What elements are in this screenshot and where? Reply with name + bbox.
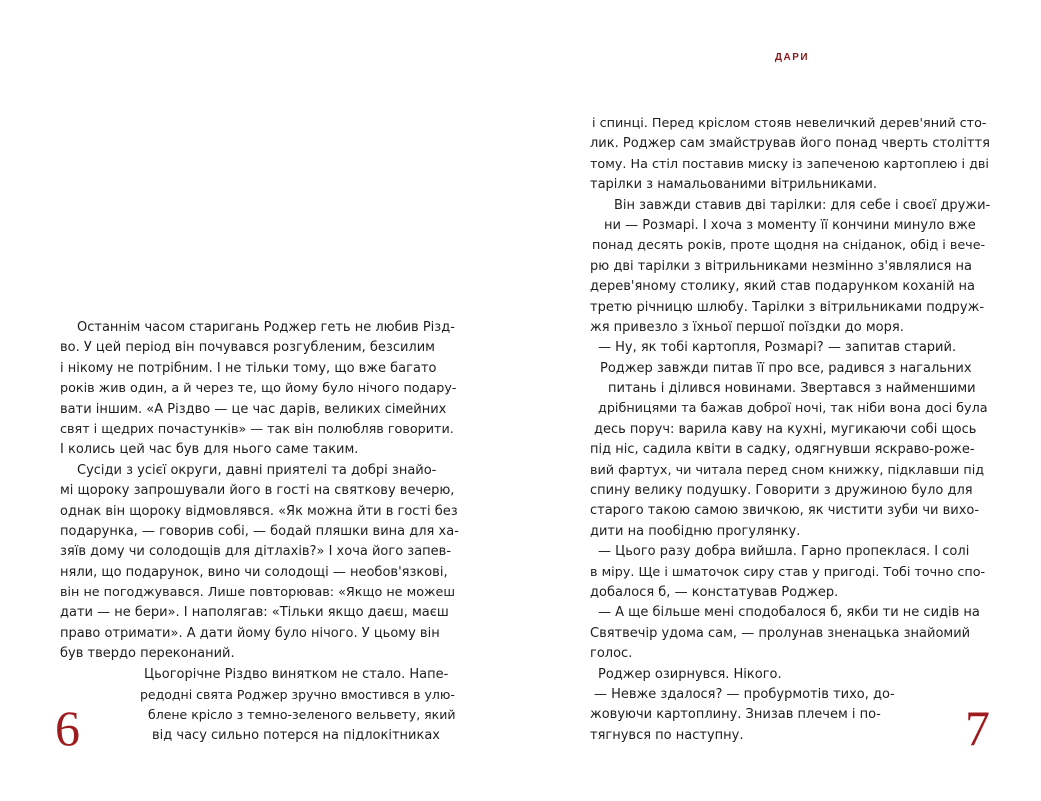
text-line: зяїв дому чи солодощів для дітлахів?» І хоча його запев- bbox=[60, 544, 452, 560]
text-line: дати — не бери». І наполягав: «Тільки якщо даєш, маєш bbox=[60, 605, 449, 621]
text-line: і спинці. Перед кріслом стояв невеличкий дерев'яний сто- bbox=[592, 116, 987, 131]
text-line: спину велику подушку. Говорити з дружиною було для bbox=[590, 483, 973, 499]
text-line: від часу сильно потерся на підлокітниках bbox=[152, 727, 440, 743]
text-line: жя привезло з їхньої першої поїздки до моря. bbox=[590, 319, 904, 335]
text-line: Сусіди з усієї округи, давні приятелі та добрі знайо- bbox=[77, 462, 437, 478]
text-line: подарунка, — говорив собі, — бодай пляшки вина для ха- bbox=[60, 523, 459, 539]
text-line: понад десять років, проте щодня на сніданок, обід і вече- bbox=[592, 238, 986, 254]
text-line: рю дві тарілки з вітрильниками незмінно з'являлися на bbox=[590, 258, 972, 274]
left-page-number: 6 bbox=[55, 700, 80, 756]
text-line: під ніс, садила квіти в садку, одягнувши яскраво-роже- bbox=[590, 442, 975, 458]
text-line: вий фартух, чи читала перед сном книжку, підклавши під bbox=[590, 462, 985, 478]
text-line: голос. bbox=[590, 646, 633, 662]
text-line: був твердо переконаний. bbox=[60, 646, 235, 662]
text-line: ни — Розмарі. І хоча з моменту її кончини минуло вже bbox=[604, 217, 976, 233]
right-page-text bbox=[590, 114, 990, 746]
text-line: в міру. Ще і шматочок сиру став у пригоді. Тобі точно спо- bbox=[590, 564, 986, 580]
text-line: мі щороку запрошували його в гості на святкову вечерю, bbox=[60, 483, 455, 499]
left-page-text bbox=[60, 318, 460, 746]
text-line: дрібницями та бажав доброї ночі, так ніби вона досі була bbox=[598, 401, 988, 417]
text-line: старого такою самою звичкою, як чистити зуби чи вихо- bbox=[590, 503, 980, 519]
text-line: тому. На стіл поставив миску із запеченою картоплею і дві bbox=[590, 156, 989, 172]
text-line: лик. Роджер сам змайстрував його понад чверть століття bbox=[590, 136, 990, 152]
text-line: — А ще більше мені сподобалося б, якби ти не сидів на bbox=[598, 605, 980, 621]
text-line: редодні свята Роджер зручно вмостився в улю- bbox=[140, 687, 455, 703]
text-line: добалося б, — констатував Роджер. bbox=[590, 584, 839, 600]
text-line: — Невже здалося? — пробурмотів тихо, до- bbox=[594, 686, 895, 702]
text-line: Він завжди ставив дві тарілки: для себе і своєї дружи- bbox=[614, 197, 990, 213]
text-line: Святвечір удома сам, — пролунав зненацька знайомий bbox=[590, 625, 971, 641]
text-line: років жив один, а й через те, що йому було нічого подару- bbox=[60, 381, 457, 397]
text-line: — Цього разу добра вийшла. Гарно пропеклася. І солі bbox=[598, 544, 970, 560]
text-line: блене крісло з темно-зеленого вельвету, який bbox=[148, 707, 456, 723]
text-line: він не погоджувався. Лише повторював: «Якщо не можеш bbox=[60, 585, 455, 601]
text-line: во. У цей період він почувався розгубленим, безсилим bbox=[60, 340, 435, 356]
text-line: Роджер озирнувся. Нікого. bbox=[598, 666, 782, 682]
text-line: десь поруч: варила каву на кухні, мугикаючи собі щось bbox=[594, 421, 977, 437]
text-line: і нікому не потрібним. І не тільки тому, що вже багато bbox=[60, 360, 437, 376]
text-line: — Ну, як тобі картопля, Розмарі? — запитав старий. bbox=[598, 340, 957, 356]
text-line: І колись цей час був для нього саме таким. bbox=[60, 442, 359, 458]
text-line: няли, що подарунок, вино чи солодощі — необов'язкові, bbox=[60, 564, 448, 580]
text-line: Цьогорічне Різдво винятком не стало. Напе- bbox=[144, 666, 449, 682]
text-line: вати іншим. «А Різдво — це час дарів, великих сімейних bbox=[60, 401, 447, 417]
right-page-number: 7 bbox=[965, 700, 990, 756]
text-line: тарілки з намальованими вітрильниками. bbox=[590, 177, 877, 193]
running-head: ДАРИ bbox=[774, 52, 810, 63]
text-line: свят і щедрих почастунків» — так він полюбляв говорити. bbox=[60, 421, 454, 437]
text-line: дерев'яному столику, який став подарунком коханій на bbox=[590, 279, 976, 295]
text-line: Останнім часом старигань Роджер геть не любив Різд- bbox=[77, 320, 455, 335]
text-line: тягнувся по наступну. bbox=[590, 727, 744, 743]
text-line: третю річницю шлюбу. Тарілки з вітрильниками подруж- bbox=[590, 299, 985, 315]
text-line: жовуючи картоплину. Знизав плечем і по- bbox=[590, 707, 881, 723]
text-line: Роджер завжди питав її про все, радився з нагальних bbox=[600, 360, 972, 376]
text-line: дити на пообідню прогулянку. bbox=[590, 523, 801, 539]
text-line: питань і ділився новинами. Звертався з найменшими bbox=[608, 381, 976, 397]
text-line: однак він щороку відмовлявся. «Як можна йти в гості без bbox=[60, 503, 458, 519]
text-line: право отримати». А дати йому було нічого. У цьому він bbox=[60, 625, 440, 641]
